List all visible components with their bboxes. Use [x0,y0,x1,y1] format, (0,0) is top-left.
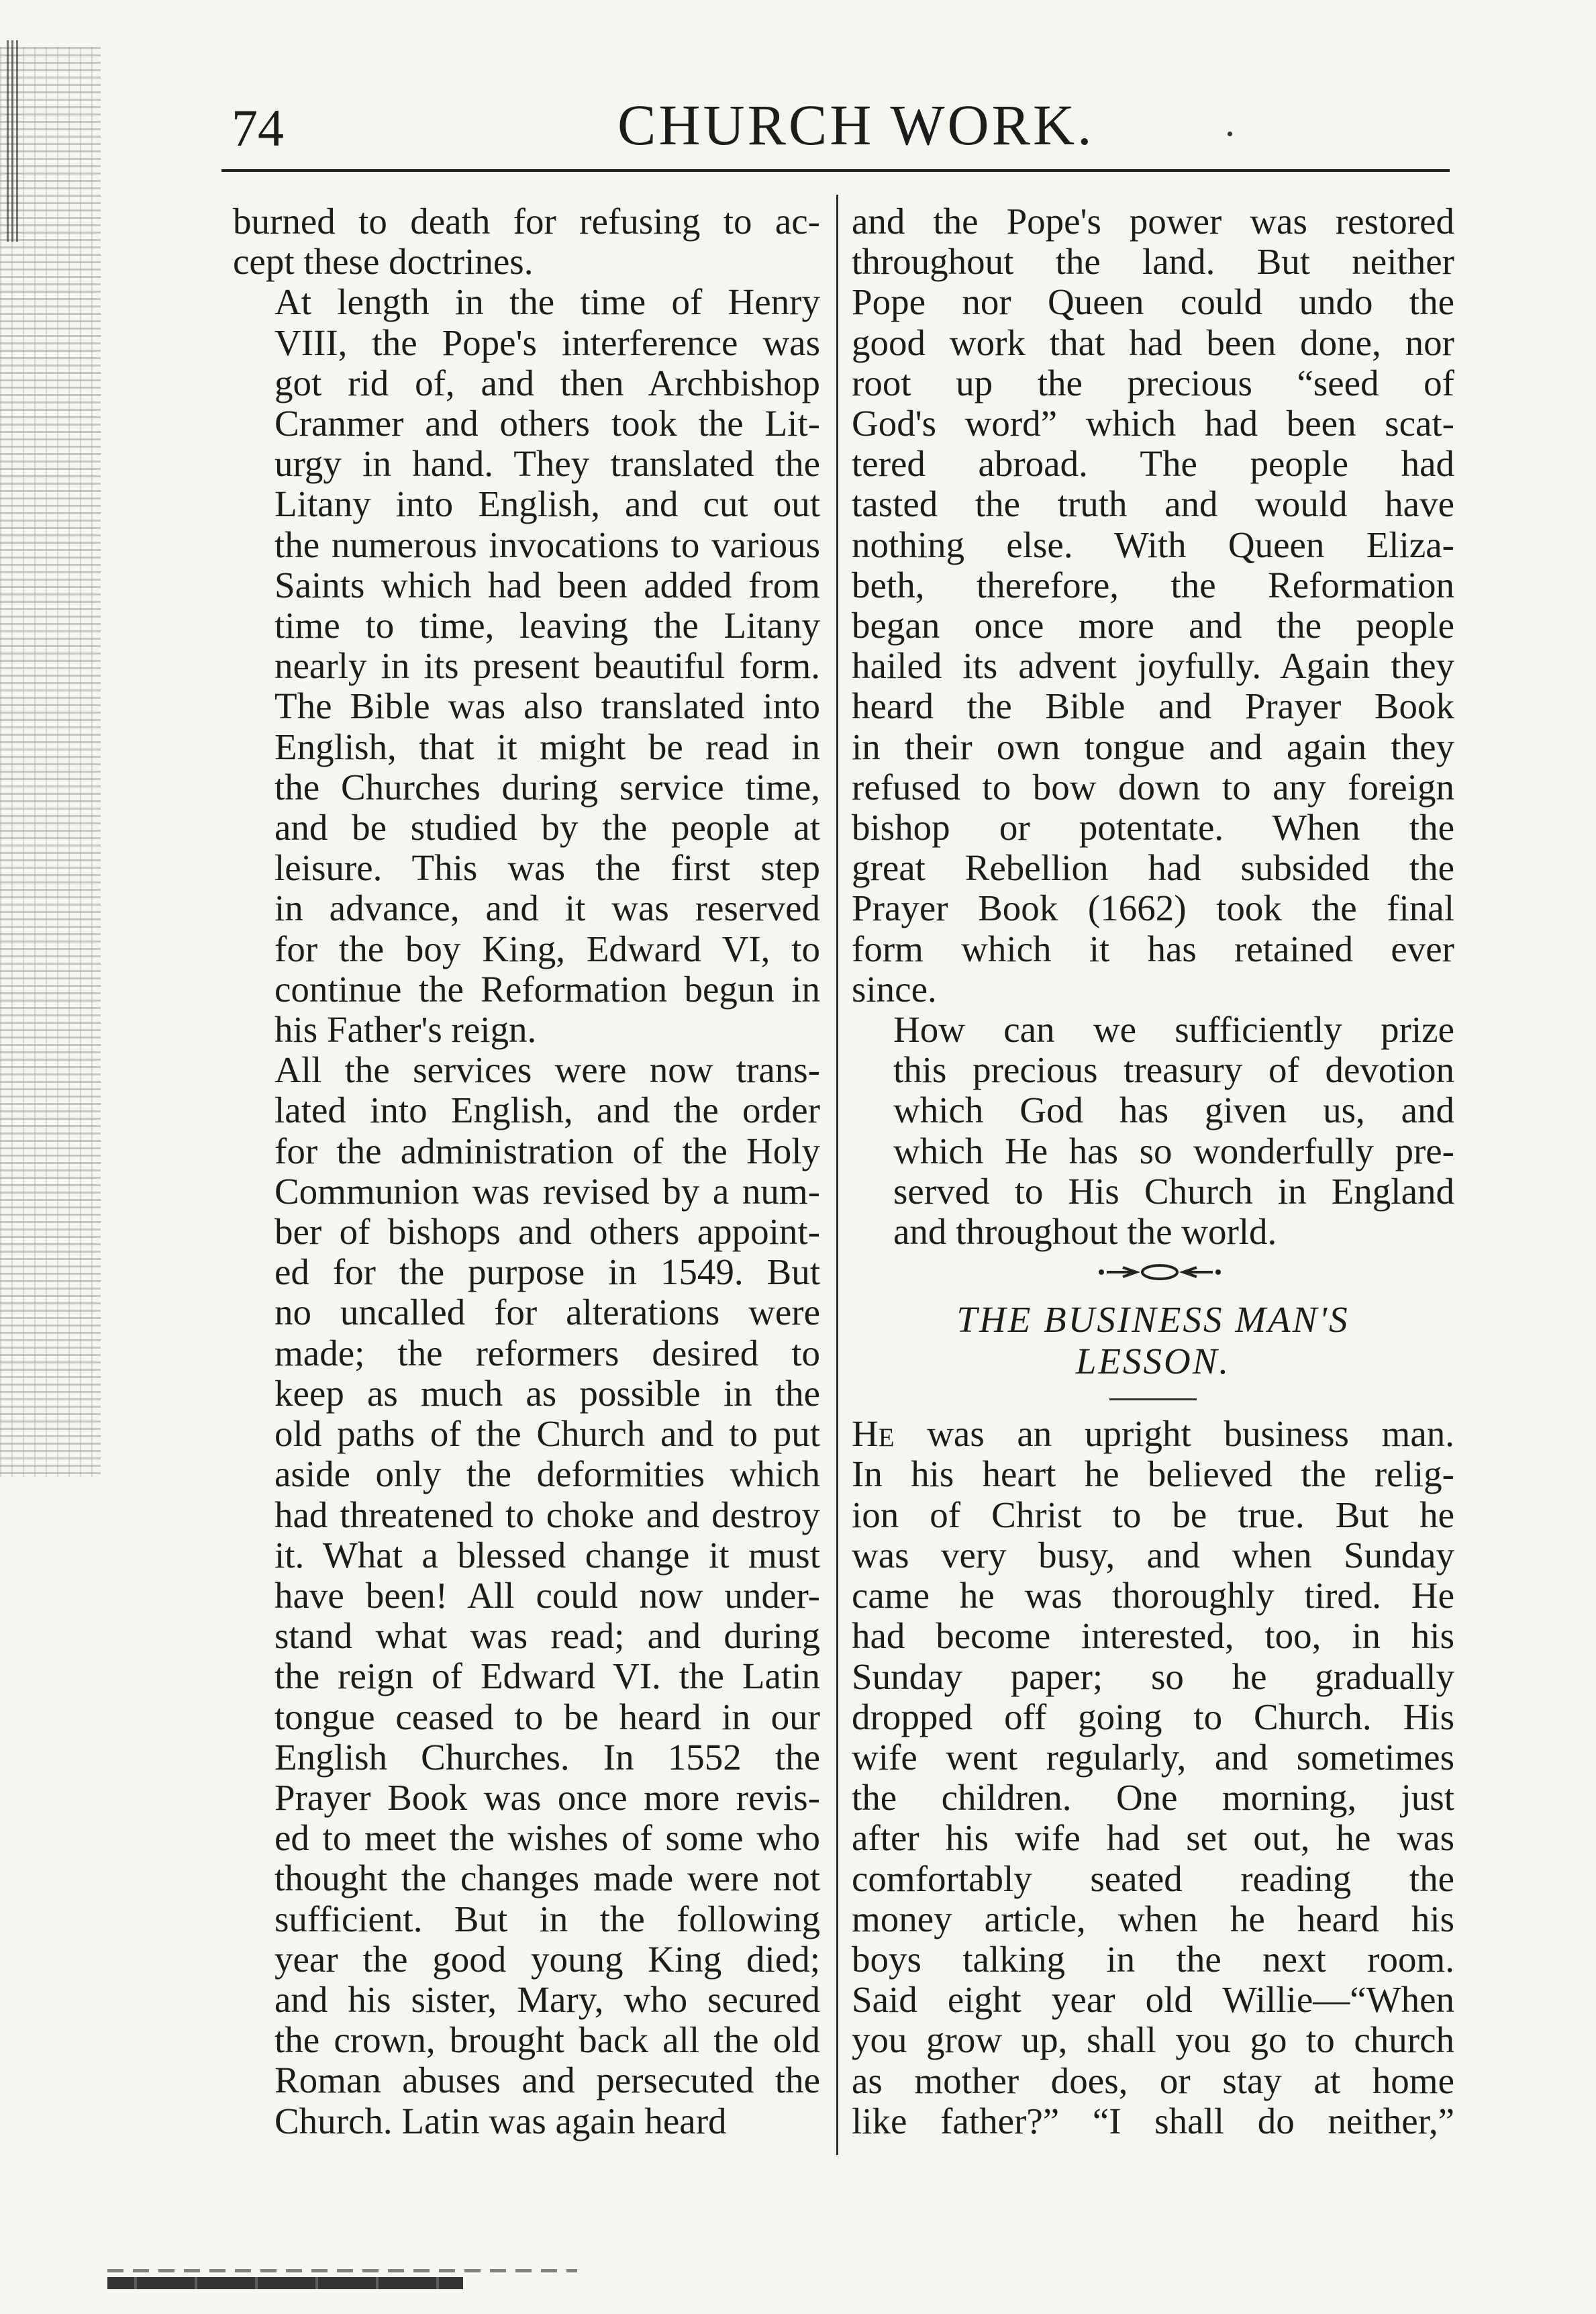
text-line: Cranmer and others took the Lit- [275,403,820,444]
text-line: the children. One morning, just [852,1777,1454,1819]
text-line: and be studied by the people at [275,807,820,849]
ornament-divider [865,1252,1454,1292]
text-line: you grow up, shall you go to church [852,2019,1454,2061]
text-line: the Churches during service time, [275,766,820,808]
text-line: no uncalled for alterations were [275,1292,820,1333]
stray-mark [1228,132,1232,136]
text-line: as mother does, or stay at home [852,2060,1454,2101]
text-line: served to His Church in England [893,1170,1454,1212]
text-line: keep as much as possible in the [275,1372,820,1414]
story-text [852,1414,1454,2141]
right-column-text [852,201,1454,1252]
paragraph [852,201,1454,1010]
text-line: stand what was read; and during [275,1615,820,1657]
running-title: CHURCH WORK. [617,93,1095,157]
text-line: good work that had been done, nor [852,322,1454,363]
text-line: his Father's reign. [275,1009,537,1051]
text-line: had become interested, too, in his [852,1615,1454,1657]
text-line: tered abroad. The people had [852,443,1454,485]
text-line: boys talking in the next room. [852,1938,1454,1980]
text-line: Communion was revised by a num- [275,1170,820,1212]
text-line: Pope nor Queen could undo the [852,281,1454,323]
story-first-line-rest: was an upright business man. [894,1413,1454,1455]
text-line: Church. Latin was again heard [275,2100,727,2141]
paragraph [233,201,820,282]
left-column [233,201,820,2141]
text-line: hailed its advent joyfully. Again they [852,645,1454,687]
text-line: refused to bow down to any foreign [852,766,1454,808]
text-line: the crown, brought back all the old [275,2019,820,2061]
paragraph [852,1010,1454,1252]
text-line: got rid of, and then Archbishop [275,362,820,403]
text-line: for the boy King, Edward VI, to [275,928,820,969]
text-line: tasted the truth and would have [852,483,1454,525]
text-line: At length in the time of Henry [275,281,820,323]
text-line: which He has so wonderfully pre- [893,1130,1454,1171]
text-line: and throughout the world. [893,1211,1277,1253]
bottom-edge-bar [107,2277,463,2289]
text-line: money article, when he heard his [852,1898,1454,1939]
text-line: English Churches. In 1552 the [275,1736,820,1778]
text-line: heard the Bible and Prayer Book [852,685,1454,727]
text-line: In his heart he believed the relig- [852,1453,1454,1495]
text-line: ed for the purpose in 1549. But [275,1251,820,1293]
text-line: nearly in its present beautiful form. [275,645,820,687]
text-line: burned to death for refusing to ac- [233,201,820,242]
text-line: had threatened to choke and destroy [275,1494,820,1535]
text-line: the numerous invocations to various [275,524,820,565]
text-line: Litany into English, and cut out [275,483,820,525]
text-line: began once more and the people [852,605,1454,646]
story-title-line-2: LESSON. [1075,1341,1231,1382]
text-line: and the Pope's power was restored [852,201,1454,242]
text-line: time to time, leaving the Litany [275,605,820,646]
text-line: thought the changes made were not [275,1858,820,1899]
text-line: ber of bishops and others appoint- [275,1211,820,1253]
text-line: root up the precious “seed of [852,362,1454,403]
text-line: for the administration of the Holy [275,1130,820,1171]
text-line: continue the Reformation begun in [275,968,820,1010]
text-line: it. What a blessed change it must [275,1534,820,1576]
page-number: 74 [232,99,284,157]
header-rule [221,169,1450,172]
title-rule [1109,1398,1197,1400]
text-line: the reign of Edward VI. the Latin [275,1655,820,1697]
text-line: How can we sufficiently prize [893,1009,1454,1051]
text-line: have been! All could now under- [275,1574,820,1616]
ornament-icon [1096,1262,1224,1282]
text-line: cept these doctrines. [233,241,534,283]
text-line: dropped off going to Church. His [852,1696,1454,1737]
text-line: form which it has retained ever [852,928,1454,969]
text-line: came he was thoroughly tired. He [852,1575,1454,1617]
text-line: after his wife had set out, he was [852,1817,1454,1859]
text-line: made; the reformers desired to [275,1332,820,1373]
story-title-line-1: THE BUSINESS MAN'S [956,1299,1350,1341]
text-line: VIII, the Pope's interference was [275,322,820,363]
story-first-line [852,1414,1454,1454]
text-line: Prayer Book was once more revis- [275,1776,820,1818]
text-line: ion of Christ to be true. But he [852,1494,1454,1535]
text-line: since. [852,968,937,1010]
story-title [852,1299,1454,1382]
text-line: which God has given us, and [893,1090,1454,1131]
text-line: in advance, and it was reserved [275,887,820,929]
text-line: this precious treasury of devotion [893,1049,1454,1091]
binding-edge-marks [7,40,19,242]
text-line: year the good young King died; [275,1938,820,1980]
binding-edge-speckle [0,47,101,1477]
text-line: tongue ceased to be heard in our [275,1696,820,1737]
text-line: bishop or potentate. When the [852,807,1454,849]
text-line: in their own tongue and again they [852,726,1454,767]
text-line: was very busy, and when Sunday [852,1534,1454,1576]
text-line: Roman abuses and persecuted the [275,2060,820,2101]
text-line: throughout the land. But neither [852,241,1454,283]
text-line: comfortably seated reading the [852,1858,1454,1899]
text-line: God's word” which had been scat- [852,403,1454,444]
text-line: leisure. This was the first step [275,847,820,889]
paragraph [233,1050,820,2141]
text-line: Prayer Book (1662) took the final [852,887,1454,929]
paragraph [233,282,820,1050]
text-line: lated into English, and the order [275,1090,820,1131]
text-line: Said eight year old Willie—“When [852,1979,1454,2021]
text-line: aside only the deformities which [275,1453,820,1495]
text-line: beth, therefore, the Reformation [852,564,1454,606]
text-line: great Rebellion had subsided the [852,847,1454,889]
text-line: and his sister, Mary, who secured [275,1978,820,2020]
text-line: nothing else. With Queen Eliza- [852,524,1454,565]
text-line: urgy in hand. They translated the [275,443,820,485]
text-line: sufficient. But in the following [275,1898,820,1939]
text-line: Saints which had been added from [275,564,820,606]
bottom-edge-marks [107,2269,577,2272]
text-line: old paths of the Church and to put [275,1413,820,1455]
text-line: like father?” “I shall do neither,” [852,2100,1454,2141]
text-line: Sunday paper; so he gradually [852,1655,1454,1697]
text-line: The Bible was also translated into [275,685,820,727]
story-opening-word: He [852,1413,895,1455]
text-line: All the services were now trans- [275,1049,820,1091]
column-divider [836,195,838,2155]
text-line: ed to meet the wishes of some who [275,1817,820,1859]
right-column [852,201,1454,2141]
text-line: English, that it might be read in [275,726,820,767]
text-line: wife went regularly, and sometimes [852,1736,1454,1778]
